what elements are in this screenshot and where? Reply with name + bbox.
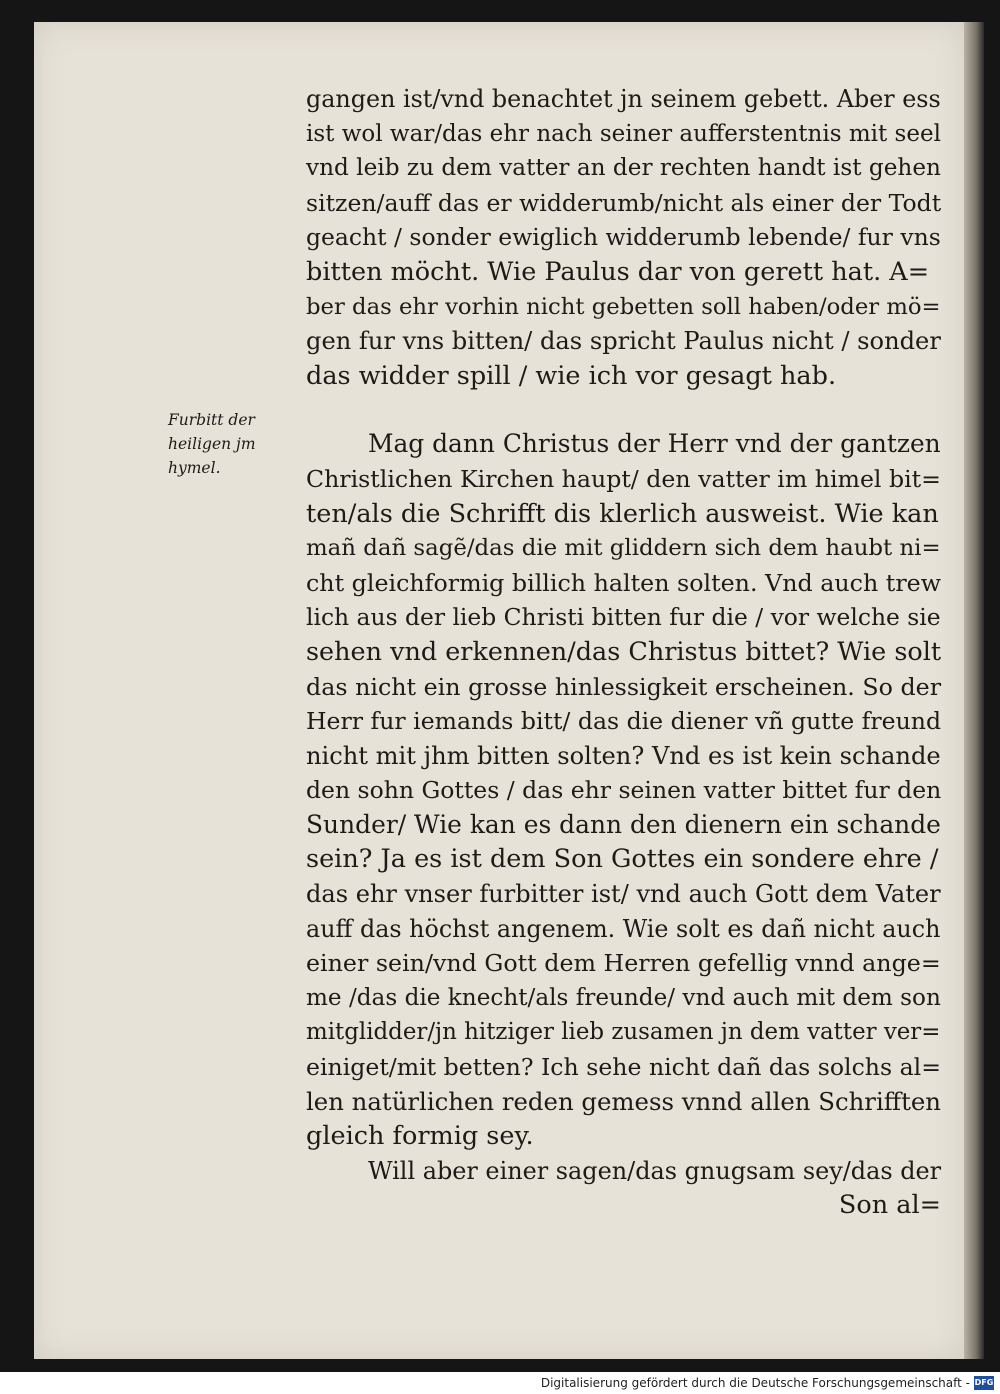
text-line: das nicht ein grosse hinlessigkeit erscheinen. So der [306,672,942,701]
text-line: sein? Ja es ist dem Son Gottes ein sondere ehre / [306,844,939,875]
catchword: Son al= [838,1190,941,1221]
text-line: len natürlichen reden gemess vnnd allen Schrifften [306,1086,941,1116]
text-line: mitglidder/jn hitziger lieb zusamen jn dem vatter ver= [306,1019,941,1046]
text-line: Herr fur iemands bitt/ das die diener vñ gutte freund [306,707,942,736]
text-line: sitzen/auff das er widderumb/nicht als einer der Todt [306,188,942,217]
text-line: lich aus der lieb Christi bitten fur die / vor welche sie [306,603,941,632]
text-line: cht gleichformig billich halten solten. Vnd auch trew [306,568,942,597]
marginal-note [168,408,298,480]
text-line: gen fur vns bitten/ das spricht Paulus nicht / sonder [306,327,941,356]
text-line: gleich formig sey. [306,1121,534,1152]
page-edge [964,22,984,1359]
text-line: auff das höchst angenem. Wie solt es dañ nicht auch [306,914,941,943]
text-line: das widder spill / wie ich vor gesagt hab. [306,360,837,391]
text-line: Christlichen Kirchen haupt/ den vatter im himel bit= [306,464,941,493]
paragraph-gap [306,393,941,427]
main-text-block [306,82,941,1223]
text-line: vnd leib zu dem vatter an der rechten handt ist gehen [306,154,941,182]
marginal-line: heiligen jm [168,435,256,453]
text-line: den sohn Gottes / das ehr seinen vatter bittet fur den [306,776,942,805]
text-line: mañ dañ sagẽ/das die mit gliddern sich dem haubt ni= [306,535,941,562]
text-line: gangen ist/vnd benachtet jn seinem gebett. Aber ess [306,85,941,113]
text-line: ten/als die Schrifft dis klerlich ausweist. Wie kan [306,498,939,529]
text-line: einiget/mit betten? Ich sehe nicht dañ das solchs al= [306,1053,941,1082]
text-line: nicht mit jhm bitten solten? Vnd es ist kein schande [306,741,941,770]
footer-bar [0,1372,1000,1394]
marginal-line: Furbitt der [168,411,255,429]
funding-credit: Digitalisierung gefördert durch die Deutsche Forschungsgemeinschaft - [540,1376,970,1390]
text-line: Will aber einer sagen/das gnugsam sey/das der [368,1156,942,1185]
dfg-logo-icon: DFG [974,1376,994,1390]
text-line: sehen vnd erkennen/das Christus bittet? Wie solt [306,636,942,667]
text-line: me /das die knecht/als freunde/ vnd auch mit dem son [306,984,941,1011]
text-line: Sunder/ Wie kan es dann den dienern ein schande [306,809,941,839]
marginal-line: hymel. [168,459,221,477]
text-line: ist wol war/das ehr nach seiner aufferstentnis mit seel [306,120,941,147]
text-line: einer sein/vnd Gott dem Herren gefellig vnnd ange= [306,949,941,978]
text-line: ber das ehr vorhin nicht gebetten soll haben/oder mö= [306,293,941,320]
text-line: geacht / sonder ewiglich widderumb lebende/ fur vns [306,223,941,252]
text-line: bitten möcht. Wie Paulus dar von gerett hat. A= [306,256,930,287]
text-line: Mag dann Christus der Herr vnd der gantzen [368,429,941,459]
text-line: das ehr vnser furbitter ist/ vnd auch Gott dem Vater [306,880,941,909]
